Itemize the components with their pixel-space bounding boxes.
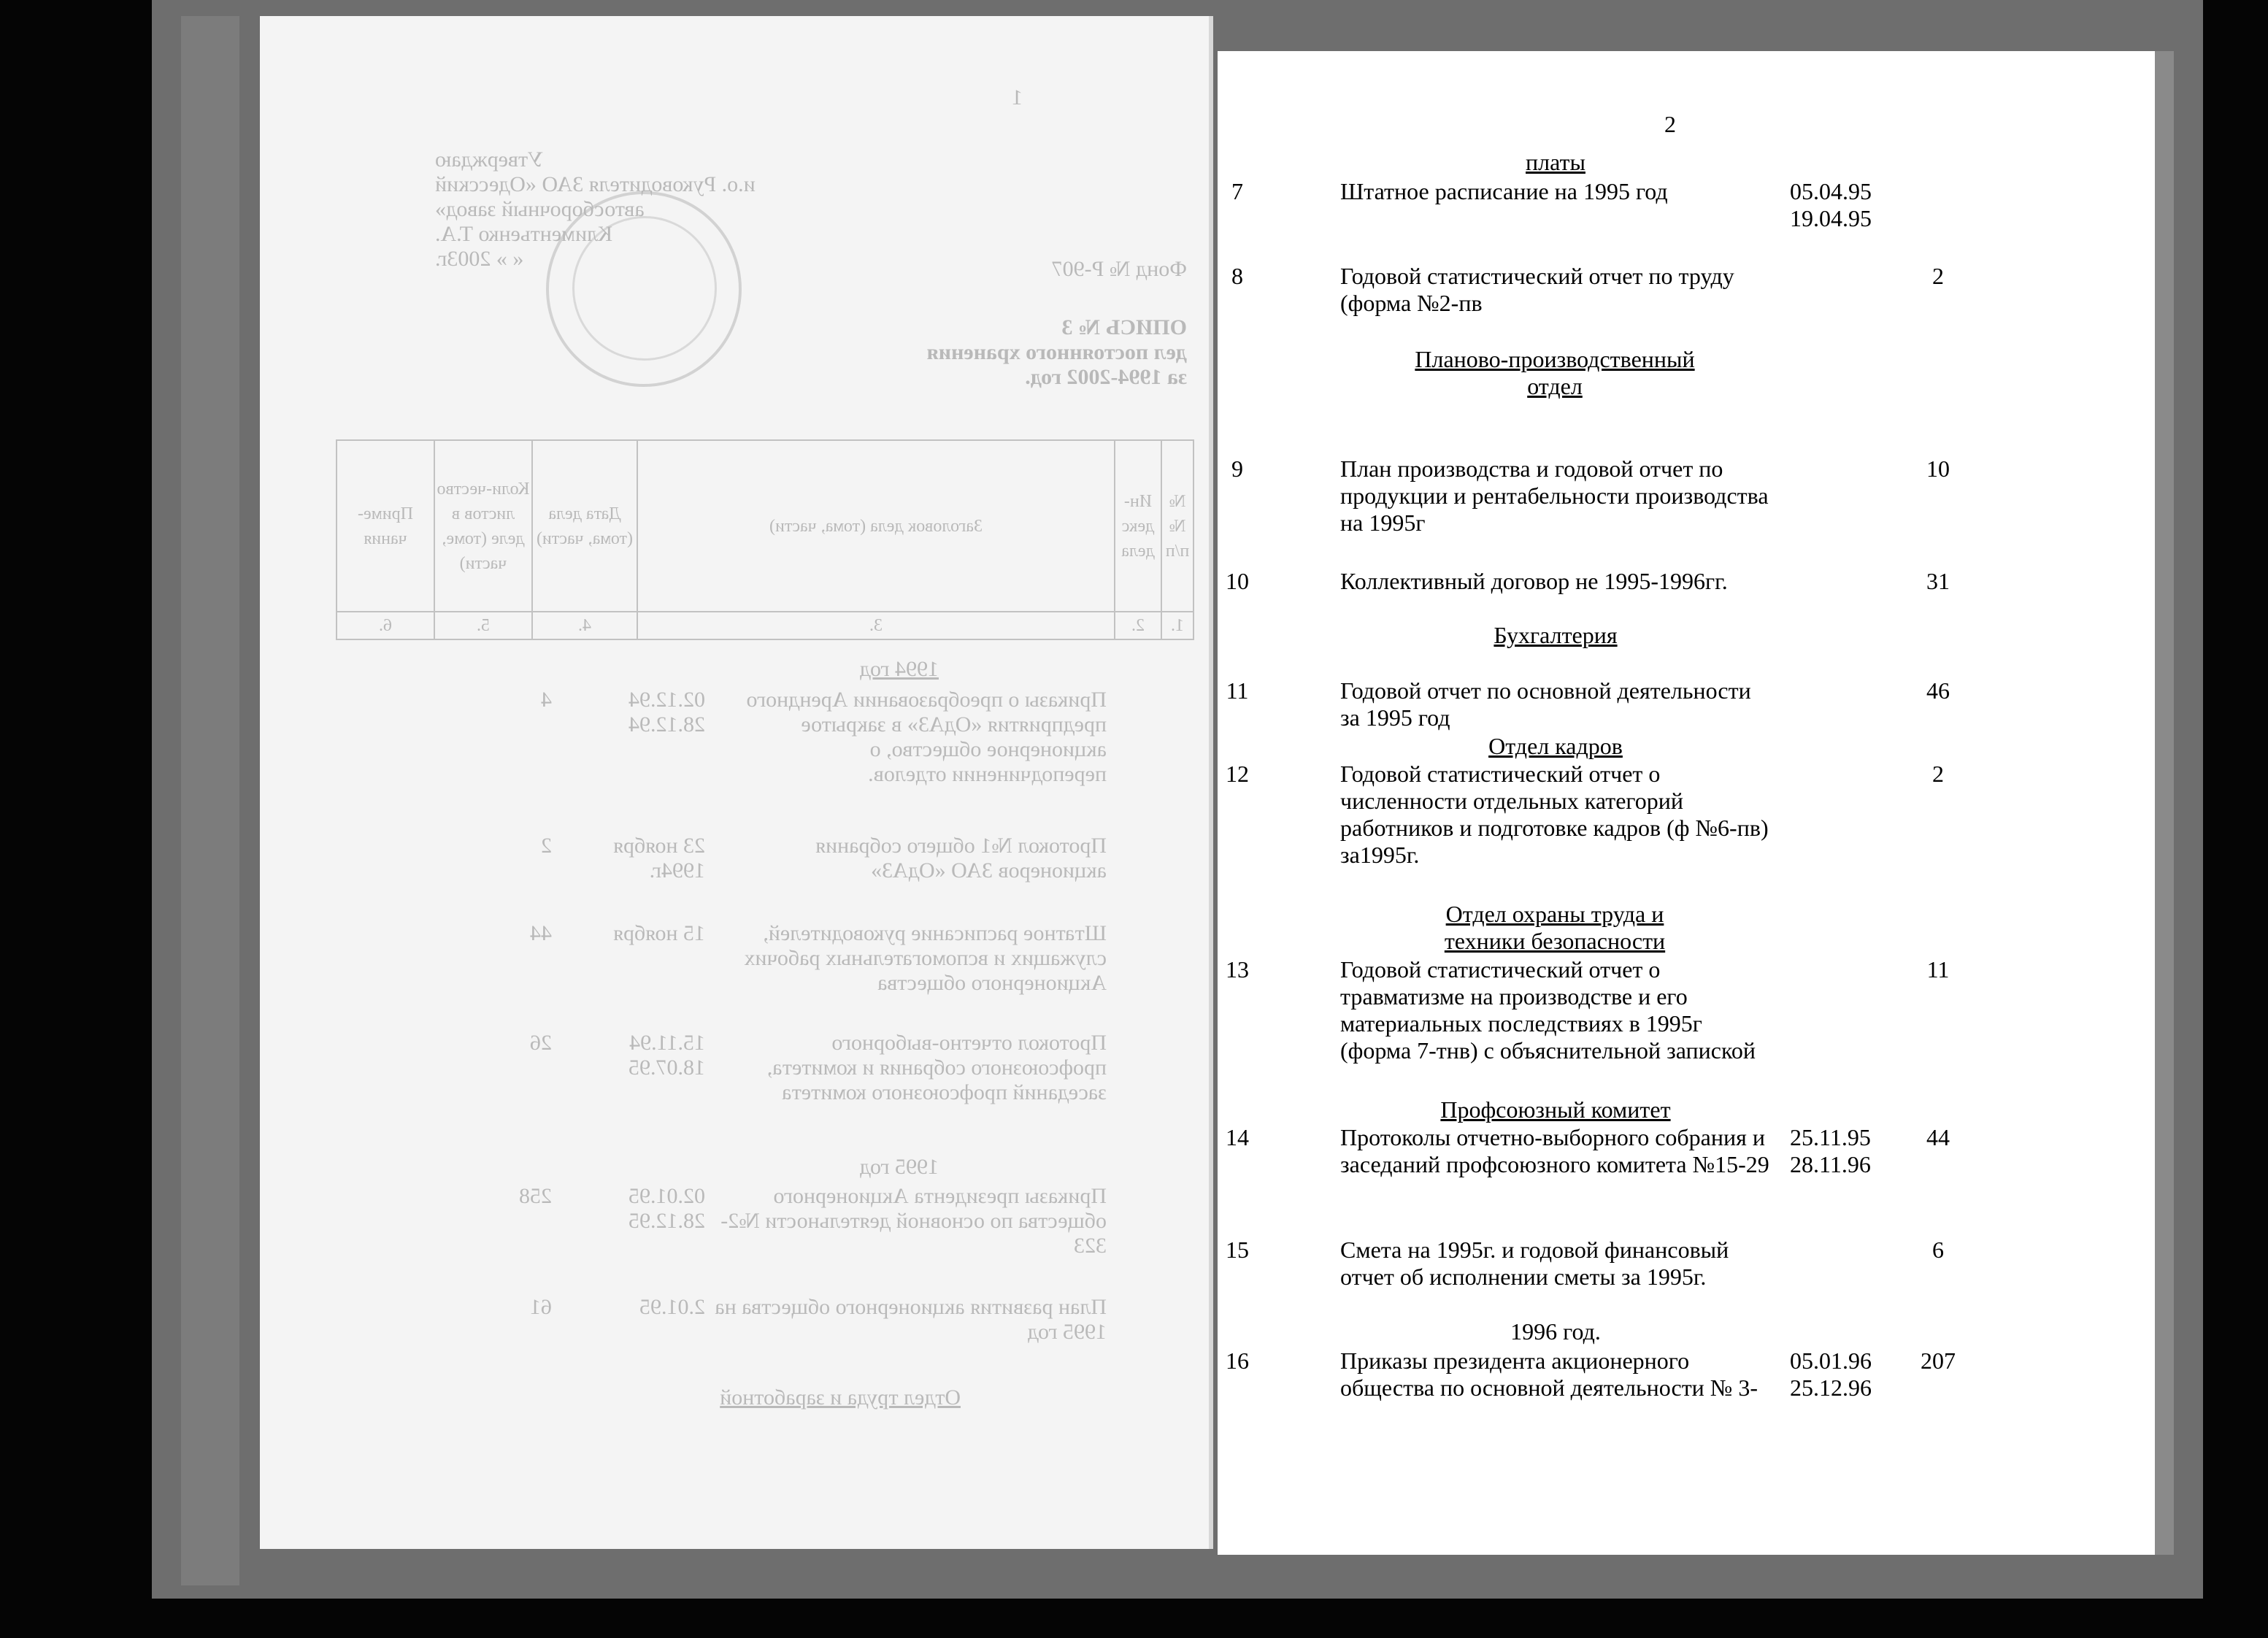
opis-title: ОПИСЬ № 3 дел постоянного хранения за 1994-2002 год. xyxy=(926,315,1187,389)
row-count: 44 xyxy=(1926,1124,1950,1150)
ghost-register-table: №№ п/п Ин-декс дела Заголовок дела (тома, части) Дата дела (тома, части) Коли-чество листов в деле (томе, части) Приме-чания 1. 2. 3. 4. 5. 6. xyxy=(336,439,1194,640)
row-title: Годовой отчет по основной деятельности за 1995 год xyxy=(1340,677,1751,731)
section-hr: Отдел кадров xyxy=(1488,733,1623,759)
section-safety: Отдел охраны труда и техники безопасности xyxy=(1444,901,1666,954)
row-title: Штатное расписание на 1995 год xyxy=(1340,178,1668,204)
section-accounting: Бухгалтерия xyxy=(1494,622,1618,648)
row-title: Годовой статистический отчет о травматизме на производстве и его материальных последствиях в 1995г (форма 7-тнв) с объяснительной запиской xyxy=(1340,956,1756,1064)
ghost-entry: Протокол отчетно-выборного профсоюзного собрания и комитета, заседаний профсоюзного комитета xyxy=(766,1031,1107,1104)
row-date: 25.11.95 28.11.96 xyxy=(1790,1124,1871,1177)
ghost-entry: План развития акционерного общества на 1995 год xyxy=(715,1295,1107,1344)
row-number: 14 xyxy=(1226,1124,1249,1150)
row-title: План производства и годовой отчет по продукции и рентабельности производства на 1995г xyxy=(1340,455,1769,536)
row-title: Годовой статистический отчет о численности отдельных категорий работников и подготовке кадров (ф №6-пв) за1995г. xyxy=(1340,761,1769,868)
section-union: Профсоюзный комитет xyxy=(1440,1096,1671,1123)
row-title: Протоколы отчетно-выборного собрания и заседаний профсоюзного комитета №15-29 xyxy=(1340,1124,1769,1177)
left-page xyxy=(260,16,1213,1549)
row-number: 12 xyxy=(1226,761,1249,787)
cover-edge xyxy=(181,16,239,1585)
row-count: 46 xyxy=(1926,677,1950,704)
row-number: 11 xyxy=(1226,677,1249,704)
row-title: Коллективный договор не 1995-1996гг. xyxy=(1340,568,1728,594)
left-page-ghost-content: 1 Утверждаю и.о. Руководителя ЗАО «Одесский автосборочный завод» Климентьенко Т.А. « » 2003г. Фонд № Р-907 ОПИСЬ № 3 дел постоянного хранения за 1994-2002 год. №№ п/п Ин-декс дела Заголовок дела (тома, части) Дата дела (тома, части) Коли-чество листов в деле (томе, части) Приме-чания 1. 2. 3. 4. 5. 6. 1994 год Приказы о преобразовании Арендного предприятия «ОдАЗ» в закрытое акционерное общество, о переподчинении отделов. 02.12.94 28.12.94 4 Протокол №1 общего собрания акционеров ЗАО «ОдАЗ» 23 ноября 1994г. 2 Штатное расписание руководителей, служащих и вспомогательных рабочих Акционерного общества 15 ноября 44 Протокол отчетно-выборного профсоюзного собрания и комитета, заседаний профсоюзного комитета 15.11.94 18.07.95 26 1995 год Приказы президента Акционерного общества по основной деятельности №2-323 02.01.95 28.12.95 258 План развития акционерного общества на 1995 год 2.01.95 61 Отдел труда и заработной xyxy=(260,16,1209,1549)
section-planning: Планово-производственный отдел xyxy=(1415,346,1695,399)
row-count: 31 xyxy=(1926,568,1950,594)
row-title: Смета на 1995г. и годовой финансовый отчет об исполнении сметы за 1995г. xyxy=(1340,1237,1729,1290)
row-count: 10 xyxy=(1926,455,1950,482)
row-count: 6 xyxy=(1932,1237,1944,1263)
row-number: 16 xyxy=(1226,1347,1249,1374)
ghost-year-1994: 1994 год xyxy=(859,657,939,681)
left-page-number: 1 xyxy=(1012,85,1023,109)
row-number: 8 xyxy=(1231,263,1243,289)
row-number: 9 xyxy=(1231,455,1243,482)
row-title: Приказы президента акционерного общества по основной деятельности № 3- xyxy=(1340,1347,1758,1401)
row-count: 2 xyxy=(1932,263,1944,289)
row-count: 207 xyxy=(1921,1347,1956,1374)
row-title: Годовой статистический отчет по труду (форма №2-пв xyxy=(1340,263,1734,316)
row-count: 11 xyxy=(1926,956,1950,983)
ghost-entry: Штатное расписание руководителей, служащих и вспомогательных рабочих Акционерного общества xyxy=(744,921,1107,995)
ghost-entry: Протокол №1 общего собрания акционеров ЗАО «ОдАЗ» xyxy=(815,834,1107,883)
row-number: 15 xyxy=(1226,1237,1249,1263)
row-number: 10 xyxy=(1226,568,1249,594)
approval-block: Утверждаю и.о. Руководителя ЗАО «Одесский автосборочный завод» Климентьенко Т.А. « » 2003г. xyxy=(435,147,756,271)
ghost-dept-heading: Отдел труда и заработной xyxy=(720,1385,961,1410)
row-date: 05.04.95 19.04.95 xyxy=(1790,178,1872,231)
fond-number: Фонд № Р-907 xyxy=(1051,257,1187,281)
row-date: 05.01.96 25.12.96 xyxy=(1790,1347,1872,1401)
row-number: 7 xyxy=(1231,178,1243,204)
ghost-entry: Приказы президента Акционерного общества по основной деятельности №2-323 xyxy=(720,1184,1107,1258)
year-1996-heading: 1996 год. xyxy=(1510,1318,1601,1345)
row-count: 2 xyxy=(1932,761,1944,787)
row-number: 13 xyxy=(1226,956,1249,983)
ghost-year-1995: 1995 год xyxy=(859,1155,939,1179)
carry-over-heading: платы xyxy=(1526,149,1585,175)
page-number: 2 xyxy=(1664,111,1676,137)
ghost-entry: Приказы о преобразовании Арендного предприятия «ОдАЗ» в закрытое акционерное общество, о переподчинении отделов. xyxy=(746,688,1107,786)
